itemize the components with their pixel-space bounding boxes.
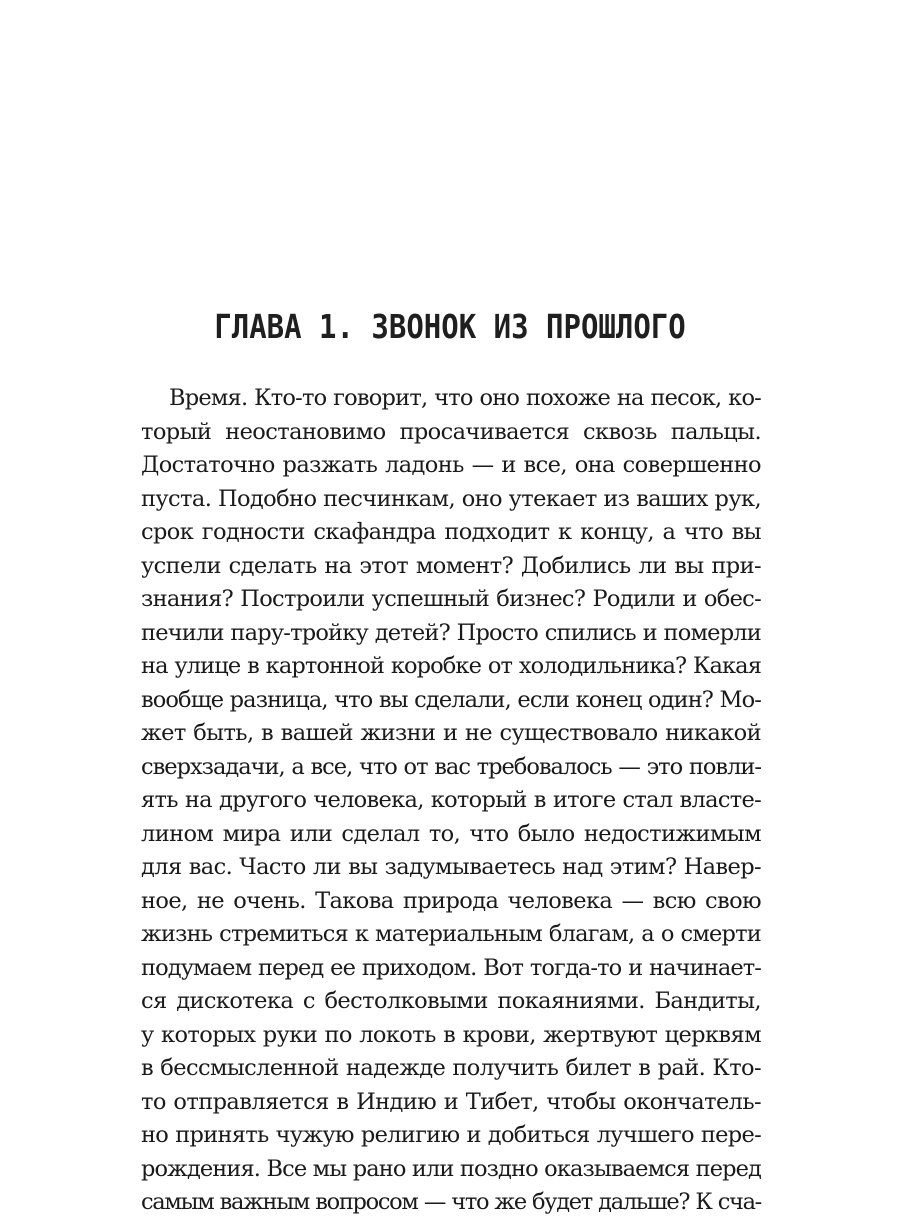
body-line: печили пару-тройку детей? Просто спились и померли (141, 619, 761, 646)
body-line: торый неостановимо просачивается сквозь пальцы. (141, 418, 761, 445)
body-line: у которых руки по локоть в крови, жертвуют церквям (141, 1021, 761, 1048)
chapter-body (141, 382, 761, 1220)
body-line: Достаточно разжать ладонь — и все, она совершенно (141, 452, 761, 478)
body-line: сверхзадачи, а все, что от вас требовалось — это повли- (141, 753, 761, 780)
body-line: на улице в картонной коробке от холодильника? Какая (141, 653, 761, 679)
body-line: рождения. Все мы рано или поздно оказываемся перед (141, 1155, 761, 1182)
body-line: ять на другого человека, который в итоге стал власте- (141, 787, 761, 813)
body-line: в бессмысленной надежде получить билет в рай. Кто- (141, 1055, 761, 1081)
body-line: жет быть, в вашей жизни и не существовало никакой (141, 720, 761, 746)
body-line: вообще разница, что вы сделали, если конец один? Мо- (141, 686, 761, 713)
body-line: ное, не очень. Такова природа человека — всю свою (141, 887, 761, 914)
body-line: но принять чужую религию и добиться лучшего пере- (141, 1122, 761, 1148)
body-line: успели сделать на этот момент? Добились ли вы при- (141, 552, 761, 579)
chapter-title: ГЛАВА 1. ЗВОНОК ИЗ ПРОШЛОГО (214, 308, 686, 347)
body-line: пуста. Подобно песчинкам, оно утекает из ваших рук, (141, 485, 761, 512)
body-line: срок годности скафандра подходит к концу, а что вы (141, 519, 761, 545)
body-line: лином мира или сделал то, что было недостижимым (141, 820, 761, 847)
body-line: ся дискотека с бестолковыми покаяниями. Бандиты, (141, 988, 761, 1014)
body-line: самым важным вопросом — что же будет дальше? К сча- (141, 1189, 761, 1215)
body-line: для вас. Часто ли вы задумываетесь над этим? Навер- (141, 854, 761, 880)
body-line: подумаем перед ее приходом. Вот тогда-то и начинает- (141, 954, 761, 981)
body-line: знания? Построили успешный бизнес? Родили и обес- (141, 586, 761, 612)
body-line: то отправляется в Индию и Тибет, чтобы окончатель- (141, 1088, 761, 1115)
body-line: жизнь стремиться к материальным благам, а о смерти (141, 921, 761, 947)
body-line: Время. Кто-то говорит, что оно похоже на песок, ко- (169, 385, 761, 411)
